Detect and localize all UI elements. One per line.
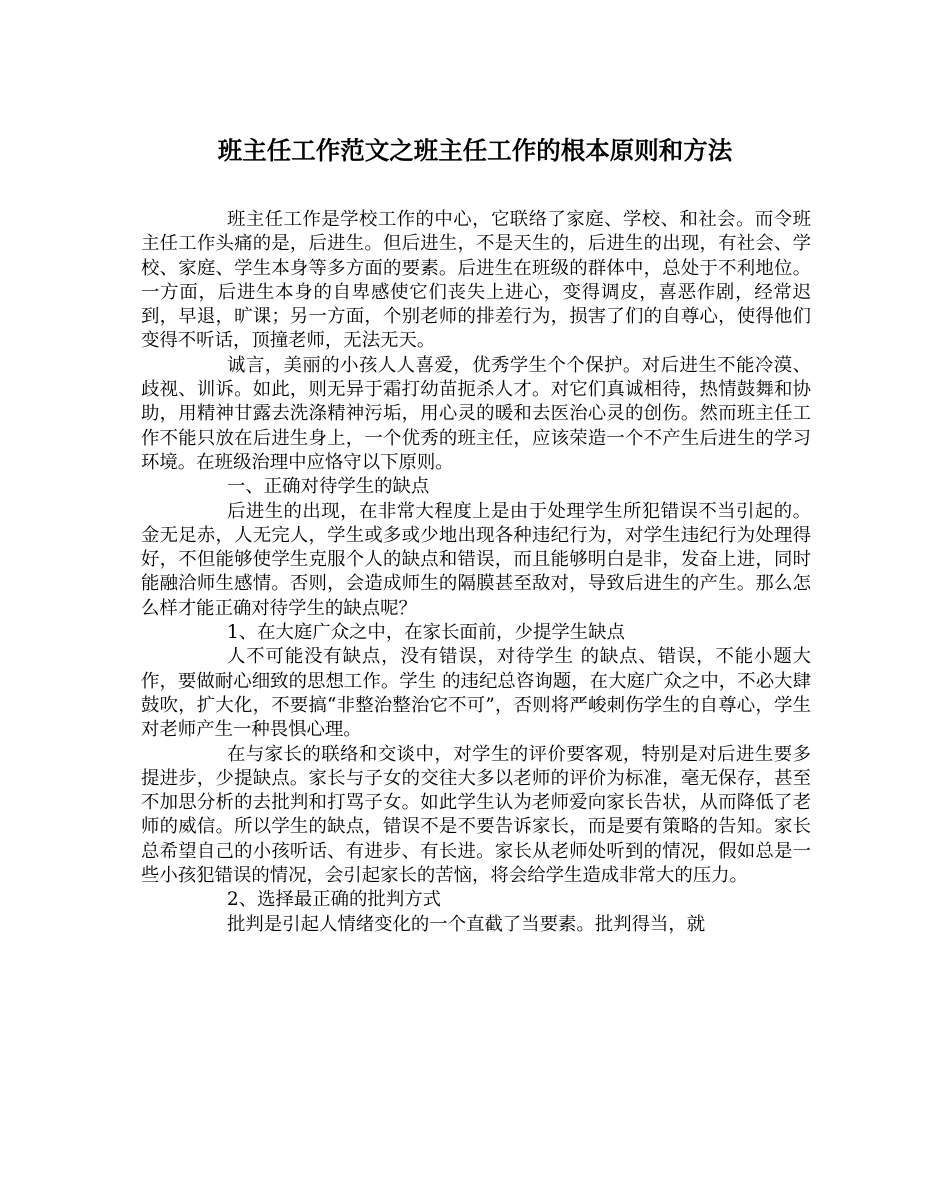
- paragraph-subheading-1a: 人不可能没有缺点，没有错误，对待学生 的缺点、错误，不能小题大作，要做耐心细致的思想工作。学生 的违纪总咨询题，在大庭广众之中，不必大肆鼓吹，扩大化，不要搞“非整治整治它不可”，否则将严峻刺伤学生的自尊心，学生对老师产生一种畏惧心理。: [141, 646, 811, 741]
- document-title: 班主任工作范文之班主任工作的根本原则和方法: [217, 136, 733, 165]
- paragraph-section-1: 后进生的出现，在非常大程度上是由于处理学生所犯错误不当引起的。金无足赤，人无完人，学生或多或少地出现各种违纪行为，对学生违纪行为处理得好，不但能够使学生克服个人的缺点和错误，而且能够明白是非，发奋上进，同时能融洽师生感情。否则，会造成师生的隔膜甚至敌对，导致后进生的产生。那么怎么样才能正确对待学生的缺点呢？: [141, 500, 811, 619]
- document-body: [141, 208, 811, 937]
- paragraph-subheading-2: 批判是引起人情绪变化的一个直截了当要素。批判得当，就: [227, 913, 706, 935]
- subheading-1: 1、在大庭广众之中，在家长面前，少提学生缺点: [227, 622, 625, 644]
- paragraph-subheading-1b: 在与家长的联络和交谈中，对学生的评价要客观，特别是对后进生要多提进步，少提缺点。家长与子女的交往大多以老师的评价为标准，毫无保存，甚至不加思分析的去批判和打骂子女。如此学生认为老师爱向家长告状，从而降低了老师的威信。所以学生的缺点，错误不是不要告诉家长，而是要有策略的告知。家长总希望自己的小孩听话、有进步、有长进。家长从老师处听到的情况，假如总是一些小孩犯错误的情况，会引起家长的苦恼，将会给学生造成非常大的压力。: [141, 743, 811, 887]
- paragraph-sincerity: 诚言，美丽的小孩人人喜爱，优秀学生个个保护。对后进生不能冷漠、歧视、训诉。如此，则无异于霜打幼苗扼杀人才。对它们真诚相待，热情鼓舞和协助，用精神甘露去洗涤精神污垢，用心灵的暖和去医治心灵的创伤。然而班主任工作不能只放在后进生身上，一个优秀的班主任，应该荣造一个不产生后进生的学习环境。在班级治理中应恪守以下原则。: [141, 354, 811, 473]
- paragraph-intro: 班主任工作是学校工作的中心，它联络了家庭、学校、和社会。而令班主任工作头痛的是，后进生。但后进生，不是天生的，后进生的出现，有社会、学校、家庭、学生本身等多方面的要素。后进生在班级的群体中，总处于不利地位。一方面，后进生本身的自卑感使它们丧失上进心，变得调皮，喜恶作剧，经常迟到，早退，旷课；另一方面，个别老师的排差行为，损害了们的自尊心，使得他们变得不听话，顶撞老师，无法无天。: [141, 209, 811, 352]
- section-heading-1: 一、正确对待学生的缺点: [227, 476, 430, 498]
- subheading-2: 2、选择最正确的批判方式: [227, 889, 441, 911]
